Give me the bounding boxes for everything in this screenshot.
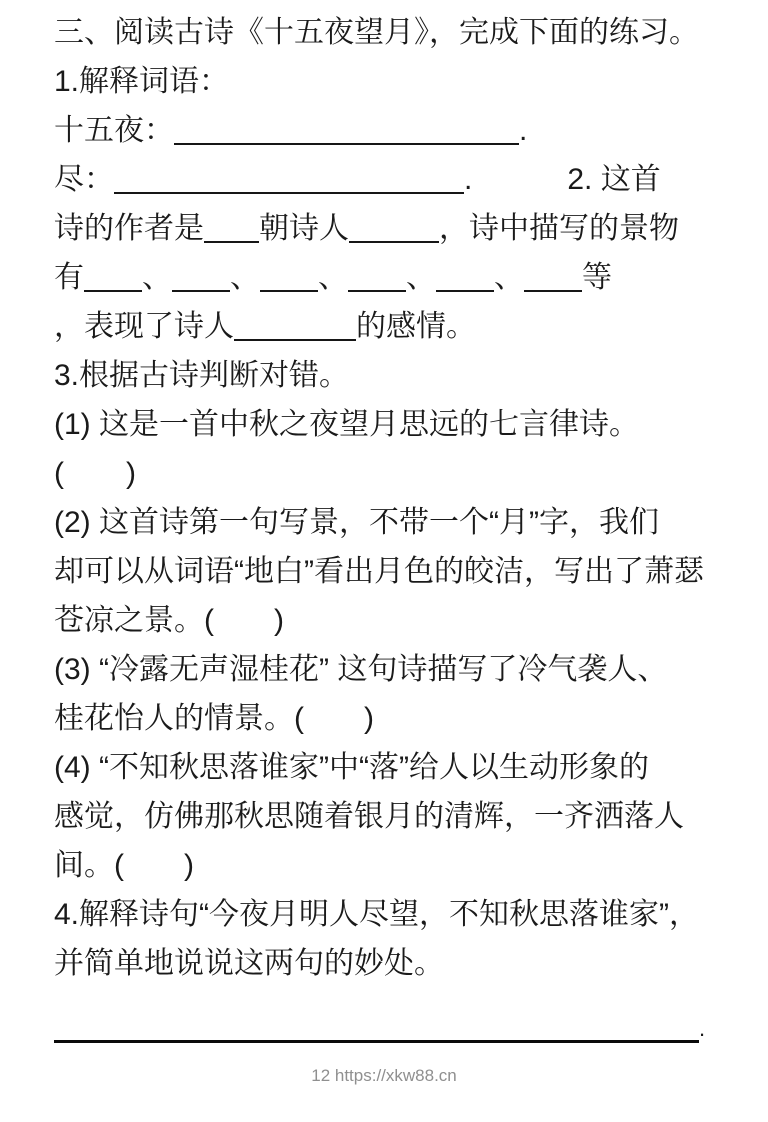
text-segment: )	[184, 849, 194, 882]
answer-blank	[349, 215, 439, 243]
text-line	[54, 792, 716, 841]
answer-blank	[172, 264, 230, 292]
spacer-gap	[214, 620, 274, 630]
text-line	[54, 8, 716, 57]
page-footer	[0, 1064, 768, 1088]
text-line	[54, 498, 716, 547]
text-segment: 、	[318, 261, 348, 294]
text-segment: .	[464, 163, 473, 196]
text-segment: 等	[582, 261, 612, 294]
answer-blank	[174, 117, 519, 145]
answer-blank	[436, 264, 494, 292]
text-segment: 、	[230, 261, 260, 294]
text-segment: 尽：	[54, 163, 114, 196]
text-segment: ，表现了诗人	[54, 310, 234, 343]
text-segment: 朝诗人	[259, 212, 349, 245]
spacer-gap	[64, 473, 126, 483]
text-line	[54, 645, 716, 694]
text-segment: 3.根据古诗判断对错。	[54, 359, 350, 392]
text-segment: 三、阅读古诗《十五夜望月》，完成下面的练习。	[54, 16, 699, 49]
text-segment: (1) 这是一首中秋之夜望月思远的七言律诗。	[54, 408, 639, 441]
text-segment: 有	[54, 261, 84, 294]
answer-blank	[524, 264, 582, 292]
text-segment: 、	[406, 261, 436, 294]
text-segment: 间。(	[54, 849, 124, 882]
answer-blank	[204, 215, 259, 243]
text-line	[54, 939, 716, 988]
period-mark: .	[699, 1016, 706, 1041]
text-segment: 、	[142, 261, 172, 294]
text-segment: )	[364, 702, 374, 735]
worksheet-content	[54, 8, 716, 1051]
answer-blank	[348, 264, 406, 292]
spacer-gap	[124, 865, 184, 875]
text-line	[54, 155, 716, 204]
text-line	[54, 890, 716, 939]
text-segment: 桂花怡人的情景。(	[54, 702, 304, 735]
long-answer-line	[54, 1002, 716, 1051]
spacer-gap	[304, 718, 364, 728]
answer-blank	[260, 264, 318, 292]
worksheet-lines	[54, 8, 716, 988]
text-line	[54, 253, 716, 302]
text-segment: .	[519, 114, 528, 147]
spacer-gap	[472, 179, 567, 189]
text-segment: (3) “冷露无声湿桂花” 这句诗描写了冷气袭人、	[54, 653, 668, 686]
text-line	[54, 694, 716, 743]
text-line	[54, 743, 716, 792]
footer-watermark: 12 https://xkw88.cn	[311, 1066, 457, 1085]
text-line	[54, 106, 716, 155]
text-segment: 感觉，仿佛那秋思随着银月的清辉，一齐洒落人	[54, 800, 684, 833]
text-line	[54, 547, 716, 596]
text-line	[54, 351, 716, 400]
text-segment: 4.解释诗句“今夜月明人尽望，不知秋思落谁家”，	[54, 898, 699, 931]
text-line	[54, 57, 716, 106]
text-segment: 诗的作者是	[54, 212, 204, 245]
text-line	[54, 841, 716, 890]
answer-blank	[84, 264, 142, 292]
answer-blank	[234, 313, 356, 341]
text-segment: 1.解释词语：	[54, 65, 230, 98]
text-segment: 的感情。	[356, 310, 476, 343]
answer-blank	[54, 1014, 699, 1043]
text-line	[54, 596, 716, 645]
text-segment: )	[126, 457, 136, 490]
text-segment: ，诗中描写的景物	[439, 212, 679, 245]
text-segment: (	[54, 457, 64, 490]
text-segment: 十五夜：	[54, 114, 174, 147]
text-segment: 却可以从词语“地白”看出月色的皎洁，写出了萧瑟	[54, 555, 704, 588]
text-segment: 苍凉之景。(	[54, 604, 214, 637]
text-segment: 2. 这首	[567, 163, 661, 196]
text-segment: (4) “不知秋思落谁家”中“落”给人以生动形象的	[54, 751, 649, 784]
text-segment: )	[274, 604, 284, 637]
text-line	[54, 449, 716, 498]
text-segment: 、	[494, 261, 524, 294]
answer-blank	[114, 166, 464, 194]
text-line	[54, 204, 716, 253]
text-line	[54, 400, 716, 449]
text-segment: (2) 这首诗第一句写景，不带一个“月”字，我们	[54, 506, 659, 539]
text-line	[54, 302, 716, 351]
text-segment: 并简单地说说这两句的妙处。	[54, 947, 444, 980]
